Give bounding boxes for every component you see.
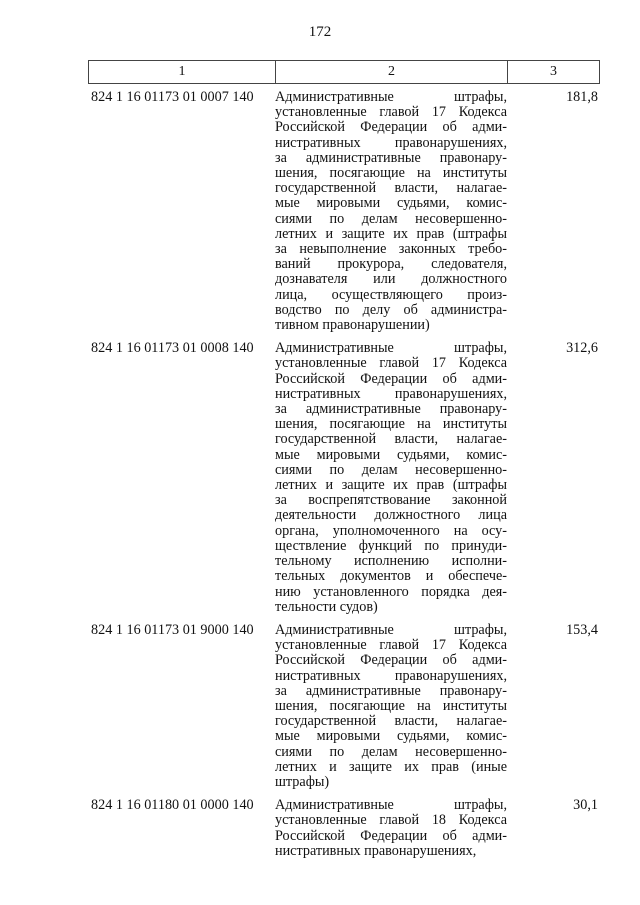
description-line: государственной власти, налагае- bbox=[275, 431, 507, 448]
budget-code: 824 1 16 01173 01 9000 140 bbox=[91, 621, 254, 638]
header-col-1: 1 bbox=[89, 61, 276, 83]
budget-code: 824 1 16 01173 01 0007 140 bbox=[91, 89, 254, 105]
description-line: летних и защите их прав (штрафы bbox=[275, 477, 507, 494]
description-line: сиями по делам несовершенно- bbox=[275, 743, 507, 760]
description-line: органа, уполномоченного на осу- bbox=[275, 522, 507, 539]
description-line: государственной власти, налагае- bbox=[275, 180, 507, 197]
description-line: водство по делу об администра- bbox=[275, 301, 507, 318]
description-line: шения, посягающие на институты bbox=[275, 416, 507, 433]
description-line: штрафы) bbox=[275, 773, 330, 790]
description-line: Административные штрафы, bbox=[275, 340, 507, 357]
amount: 30,1 bbox=[573, 797, 598, 814]
description-line: за воспрепятствование законной bbox=[275, 492, 507, 509]
table-row bbox=[88, 90, 600, 333]
description-line: нистративных правонарушениях, bbox=[275, 667, 507, 684]
description-line: ществление функций по принуди- bbox=[275, 537, 507, 554]
table-row bbox=[88, 623, 600, 790]
description-line: Российской Федерации об адми- bbox=[275, 370, 507, 387]
row-description bbox=[275, 341, 507, 615]
table-body bbox=[88, 90, 600, 867]
description-line: установленные главой 17 Кодекса bbox=[275, 104, 507, 121]
description-line: летних и защите их прав (иные bbox=[275, 758, 507, 775]
description-line: за административные правонару- bbox=[275, 401, 507, 418]
description-line: мые мировыми судьями, комис- bbox=[275, 446, 507, 463]
amount: 181,8 bbox=[566, 89, 598, 105]
description-line: сиями по делам несовершенно- bbox=[275, 461, 507, 478]
budget-code: 824 1 16 01180 01 0000 140 bbox=[91, 797, 254, 814]
description-line: Российской Федерации об адми- bbox=[275, 652, 507, 669]
table-row bbox=[88, 341, 600, 615]
description-line: ваний прокурора, следователя, bbox=[275, 256, 507, 273]
table-header bbox=[88, 60, 600, 84]
description-line: дознавателя или должностного bbox=[275, 271, 507, 288]
row-description bbox=[275, 90, 507, 333]
description-line: Административные штрафы, bbox=[275, 621, 507, 638]
description-line: летних и защите их прав (штрафы bbox=[275, 225, 507, 242]
description-line: тивном правонарушении) bbox=[275, 317, 430, 334]
description-line: за невыполнение законных требо- bbox=[275, 241, 507, 258]
description-line: тельному исполнению исполни- bbox=[275, 553, 507, 570]
description-line: установленные главой 17 Кодекса bbox=[275, 355, 507, 372]
header-col-2: 2 bbox=[276, 61, 508, 83]
description-line: Административные штрафы, bbox=[275, 89, 507, 105]
description-line: Российской Федерации об адми- bbox=[275, 119, 507, 136]
description-line: тельных документов и обеспече- bbox=[275, 568, 507, 585]
description-line: Российской Федерации об адми- bbox=[275, 827, 507, 844]
description-line: установленные главой 18 Кодекса bbox=[275, 812, 507, 829]
description-line: Административные штрафы, bbox=[275, 797, 507, 814]
budget-code: 824 1 16 01173 01 0008 140 bbox=[91, 340, 254, 357]
header-col-3: 3 bbox=[550, 64, 557, 79]
page-number: 172 bbox=[308, 24, 332, 40]
description-line: нистративных правонарушениях, bbox=[275, 842, 477, 859]
row-description bbox=[275, 623, 507, 790]
description-line: мые мировыми судьями, комис- bbox=[275, 195, 507, 212]
row-description bbox=[275, 798, 507, 859]
description-line: сиями по делам несовершенно- bbox=[275, 210, 507, 227]
description-line: шения, посягающие на институты bbox=[275, 697, 507, 714]
table-row bbox=[88, 798, 600, 859]
description-line: государственной власти, налагае- bbox=[275, 713, 507, 730]
description-line: тельности судов) bbox=[275, 598, 378, 615]
description-line: установленные главой 17 Кодекса bbox=[275, 637, 507, 654]
amount: 153,4 bbox=[566, 621, 598, 638]
description-line: лица, осуществляющего произ- bbox=[275, 286, 507, 303]
description-line: за административные правонару- bbox=[275, 149, 507, 166]
amount: 312,6 bbox=[566, 340, 598, 357]
description-line: мые мировыми судьями, комис- bbox=[275, 728, 507, 745]
description-line: за административные правонару- bbox=[275, 682, 507, 699]
description-line: деятельности должностного лица bbox=[275, 507, 507, 524]
description-line: нию установленного порядка дея- bbox=[275, 583, 507, 600]
description-line: нистративных правонарушениях, bbox=[275, 385, 507, 402]
description-line: шения, посягающие на институты bbox=[275, 165, 507, 182]
description-line: нистративных правонарушениях, bbox=[275, 134, 507, 151]
